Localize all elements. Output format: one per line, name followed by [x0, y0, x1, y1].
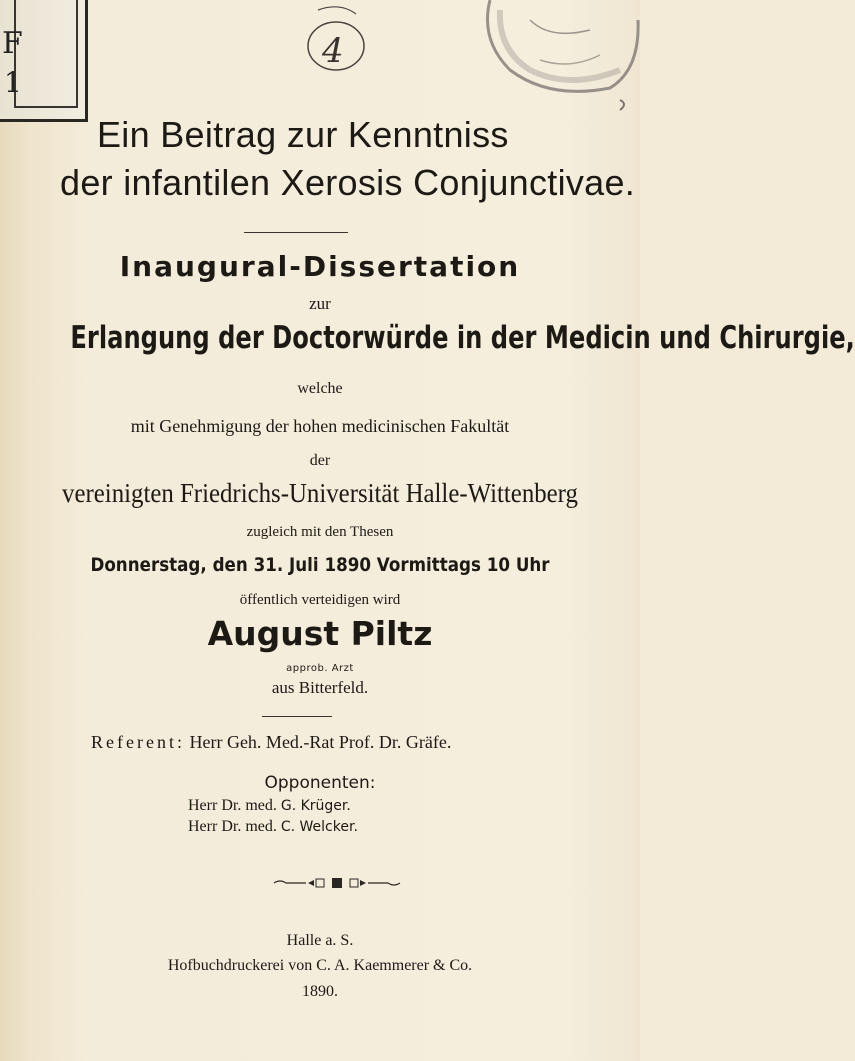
- opponent-1: [188, 797, 351, 815]
- library-seal-icon: [470, 0, 640, 110]
- referent-line: [91, 732, 451, 753]
- dissertation-heading: Inaugural-Dissertation: [119, 250, 521, 283]
- university-name: vereinigten Friedrichs-Universität Halle-Wittenberg: [62, 478, 578, 508]
- dissertation-purpose: Erlangung der Doctorwürde in der Medicin und Chirurgie,: [70, 320, 855, 356]
- ornament-divider-icon: [272, 876, 402, 890]
- author-name: August Piltz: [207, 614, 433, 653]
- referent-name: Herr Geh. Med.-Rat Prof. Dr. Gräfe.: [189, 732, 452, 752]
- tab-mark-2: 1: [4, 66, 22, 99]
- handwritten-stamp-icon: [300, 0, 372, 80]
- opponent-2-prefix: Herr Dr. med.: [188, 818, 277, 835]
- author-origin: aus Bitterfeld.: [271, 678, 369, 697]
- opponent-1-prefix: Herr Dr. med.: [188, 797, 277, 814]
- tab-frame: [14, 0, 78, 108]
- approval-line: mit Genehmigung der hohen medicinischen Fakultät: [130, 416, 510, 436]
- opponent-1-name: G. Krüger.: [280, 798, 351, 814]
- opponent-2: [188, 818, 358, 836]
- opponent-2-name: C. Welcker.: [280, 819, 358, 835]
- referent-label: Referent:: [91, 732, 185, 752]
- text-zur: zur: [309, 294, 331, 313]
- together-line: zugleich mit den Thesen: [246, 524, 394, 540]
- divider-rule-top: [244, 232, 348, 233]
- imprint-place: Halle a. S.: [286, 932, 354, 949]
- tab-mark: F: [2, 26, 23, 61]
- stamp-glyph: 4: [322, 31, 344, 71]
- opponents-heading: Opponenten:: [264, 773, 376, 793]
- imprint-year: 1890.: [302, 983, 338, 1000]
- title-line-1: Ein Beitrag zur Kenntniss: [97, 114, 509, 155]
- imprint-printer: Hofbuchdruckerei von C. A. Kaemmerer & Co.: [167, 957, 473, 974]
- divider-rule-middle: [262, 716, 332, 717]
- title-line-2: der infantilen Xerosis Conjunctivae.: [60, 162, 636, 203]
- text-welche: welche: [297, 380, 343, 397]
- public-line: öffentlich verteidigen wird: [239, 592, 401, 608]
- author-qualification: approb. Arzt: [286, 663, 354, 674]
- defense-date: Donnerstag, den 31. Juli 1890 Vormittags 10 Uhr: [90, 554, 550, 576]
- library-tab: [0, 0, 88, 122]
- text-der: der: [309, 452, 331, 469]
